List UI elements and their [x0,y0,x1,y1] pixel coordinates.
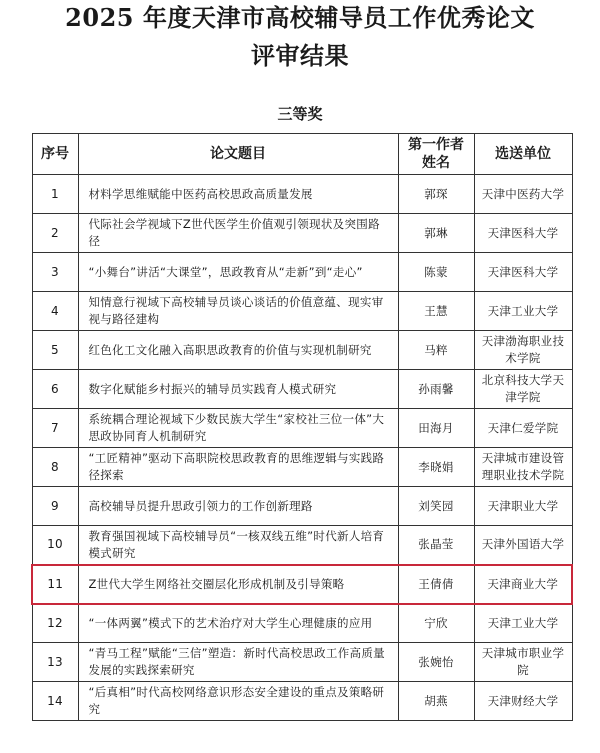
row-number: 1 [32,175,78,214]
row-number: 9 [32,487,78,526]
row-unit: 天津仁爱学院 [474,409,572,448]
table-header-row [32,134,572,175]
table-row [32,370,572,409]
row-number: 6 [32,370,78,409]
row-number: 14 [32,682,78,721]
row-unit: 天津外国语大学 [474,526,572,565]
row-paper-title: “后真相”时代高校网络意识形态安全建设的重点及策略研究 [78,682,398,721]
row-unit: 天津商业大学 [474,565,572,604]
table-row [32,331,572,370]
header-title: 论文题目 [78,134,398,175]
row-author: 宁欣 [398,604,474,643]
table-row [32,643,572,682]
row-paper-title: 教育强国视域下高校辅导员“一核双线五维”时代新人培育模式研究 [78,526,398,565]
row-paper-title: “工匠精神”驱动下高职院校思政教育的思维逻辑与实践路径探索 [78,448,398,487]
row-unit: 天津医科大学 [474,214,572,253]
row-number: 11 [32,565,78,604]
row-author: 胡燕 [398,682,474,721]
header-no: 序号 [32,134,78,175]
table-row [32,292,572,331]
row-unit: 天津城市职业学院 [474,643,572,682]
row-paper-title: 系统耦合理论视域下少数民族大学生“家校社三位一体”大思政协同育人机制研究 [78,409,398,448]
row-author: 郭琛 [398,175,474,214]
row-unit: 天津财经大学 [474,682,572,721]
row-unit: 天津工业大学 [474,292,572,331]
row-unit: 北京科技大学天津学院 [474,370,572,409]
header-unit: 选送单位 [474,134,572,175]
results-table [31,133,573,721]
row-number: 5 [32,331,78,370]
table-row [32,448,572,487]
row-unit: 天津职业大学 [474,487,572,526]
row-author: 李晓娟 [398,448,474,487]
row-paper-title: “小舞台”讲活“大课堂”，思政教育从“走新”到“走心” [78,253,398,292]
row-number: 10 [32,526,78,565]
table-row [32,604,572,643]
row-paper-title: 红色化工文化融入高职思政教育的价值与实现机制研究 [78,331,398,370]
document-subtitle: 评审结果 [251,41,349,70]
row-number: 13 [32,643,78,682]
row-paper-title: 高校辅导员提升思政引领力的工作创新理路 [78,487,398,526]
table-row [32,526,572,565]
row-paper-title: Z世代大学生网络社交圈层化形成机制及引导策略 [78,565,398,604]
table-row [32,175,572,214]
row-number: 2 [32,214,78,253]
row-paper-title: 知情意行视域下高校辅导员谈心谈话的价值意蕴、现实审视与路径建构 [78,292,398,331]
row-paper-title: 材料学思维赋能中医药高校思政高质量发展 [78,175,398,214]
row-author: 田海月 [398,409,474,448]
row-author: 王慧 [398,292,474,331]
row-author: 刘笑园 [398,487,474,526]
row-paper-title: 代际社会学视域下Z世代医学生价值观引领现状及突围路径 [78,214,398,253]
row-author: 孙雨馨 [398,370,474,409]
row-number: 12 [32,604,78,643]
row-unit: 天津工业大学 [474,604,572,643]
award-level-heading: 三等奖 [277,105,323,123]
table-row [32,409,572,448]
document-title: 2025 年度天津市高校辅导员工作优秀论文 [65,3,535,32]
table-row [32,214,572,253]
table-row [32,487,572,526]
row-author: 马粹 [398,331,474,370]
row-author: 陈蒙 [398,253,474,292]
row-author: 张婉怡 [398,643,474,682]
row-author: 郭琳 [398,214,474,253]
row-author: 王倩倩 [398,565,474,604]
row-number: 3 [32,253,78,292]
table-row [32,565,572,604]
table-row [32,253,572,292]
row-number: 7 [32,409,78,448]
row-number: 4 [32,292,78,331]
row-paper-title: 数字化赋能乡村振兴的辅导员实践育人模式研究 [78,370,398,409]
row-unit: 天津中医药大学 [474,175,572,214]
row-number: 8 [32,448,78,487]
row-unit: 天津渤海职业技术学院 [474,331,572,370]
row-author: 张晶莹 [398,526,474,565]
row-unit: 天津城市建设管理职业技术学院 [474,448,572,487]
row-paper-title: “一体两翼”模式下的艺术治疗对大学生心理健康的应用 [78,604,398,643]
table-row [32,682,572,721]
header-author: 第一作者姓名 [398,134,474,175]
row-paper-title: “青马工程”赋能“三信”塑造：新时代高校思政工作高质量发展的实践探索研究 [78,643,398,682]
row-unit: 天津医科大学 [474,253,572,292]
